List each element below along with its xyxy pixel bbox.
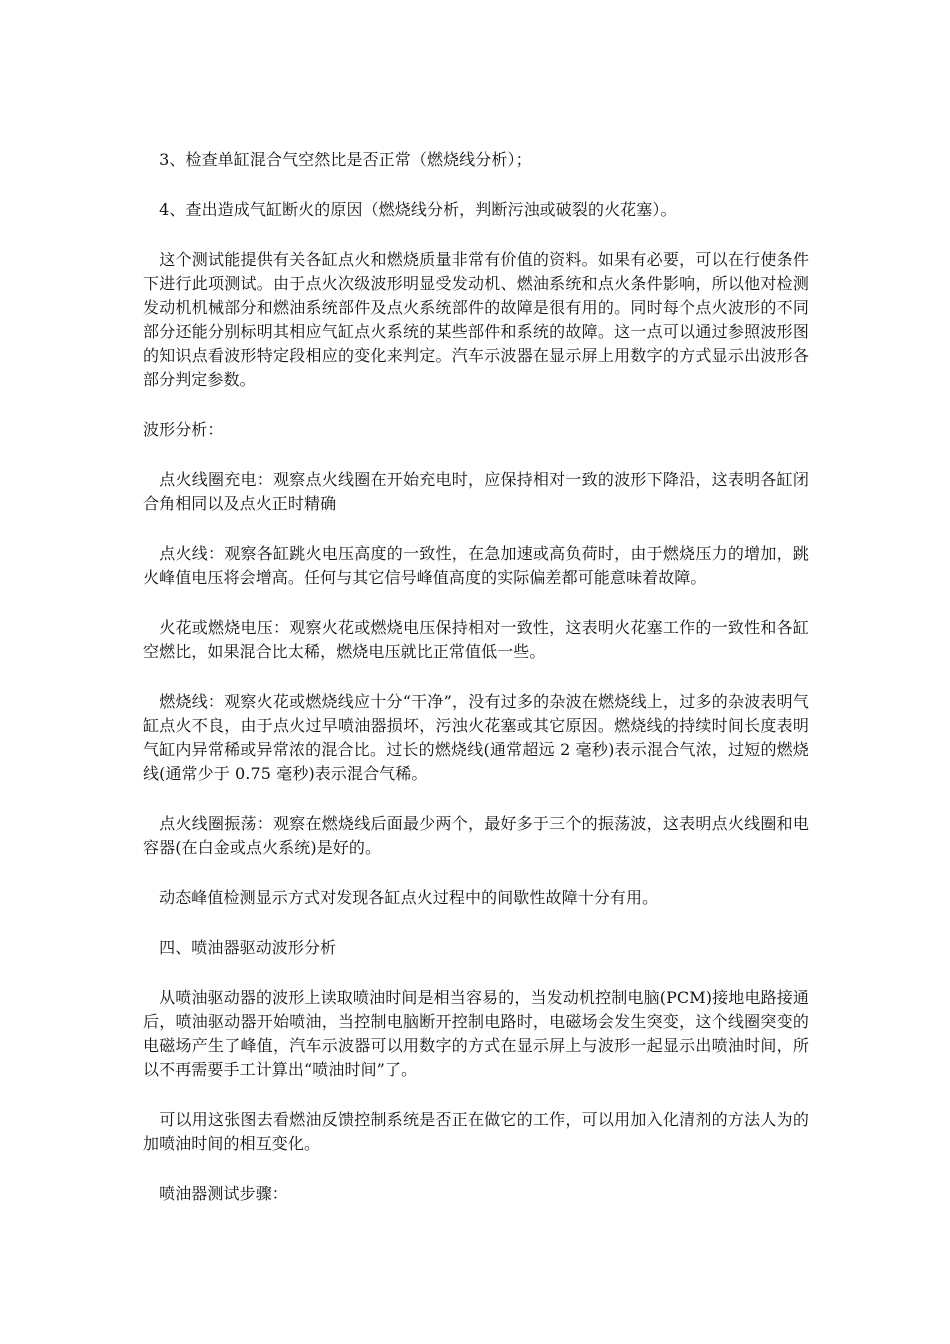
intro-paragraph: 这个测试能提供有关各缸点火和燃烧质量非常有价值的资料。如果有必要，可以在行使条件下进行此项测试。由于点火次级波形明显受发动机、燃油系统和点火条件影响，所以他对检测发动机机械部分和燃油系统部件及点火系统部件的故障是很有用的。同时每个点火波形的不同部分还能分别标明其相应气缸点火系统的某些部件和系统的故障。这一点可以通过参照波形图的知识点看波形特定段相应的变化来判定。汽车示波器在显示屏上用数字的方式显示出波形各部分判定参数。 — [143, 250, 809, 389]
document-body — [143, 148, 809, 1232]
section-heading-waveform-analysis: 波形分析： — [143, 420, 224, 439]
coil-charging-paragraph: 点火线圈充电：观察点火线圈在开始充电时，应保持相对一致的波形下降沿，这表明各缸闭合角相同以及点火正时精确 — [143, 470, 809, 513]
burn-line-paragraph: 燃烧线：观察火花或燃烧线应十分“干净”，没有过多的杂波在燃烧线上，过多的杂波表明气缸点火不良，由于点火过早喷油器损坏，污浊火花塞或其它原因。燃烧线的持续时间长度表明气缸内异常稀或异常浓的混合比。过长的燃烧线(通常超远 2 毫秒)表示混合气浓，过短的燃烧线(通常少于 0.75 毫秒)表示混合气稀。 — [143, 692, 809, 783]
section-heading-injector: 四、喷油器驱动波形分析 — [143, 938, 337, 957]
injector-test-steps-heading: 喷油器测试步骤： — [143, 1184, 288, 1203]
firing-line-paragraph: 点火线：观察各缸跳火电压高度的一致性，在急加速或高负荷时，由于燃烧压力的增加，跳火峰值电压将会增高。任何与其它信号峰值高度的实际偏差都可能意味着故障。 — [143, 544, 809, 587]
fuel-feedback-paragraph: 可以用这张图去看燃油反馈控制系统是否正在做它的工作，可以用加入化清剂的方法人为的加喷油时间的相互变化。 — [143, 1110, 809, 1153]
dynamic-peak-paragraph: 动态峰值检测显示方式对发现各缸点火过程中的间歇性故障十分有用。 — [143, 888, 659, 907]
injector-driver-paragraph: 从喷油驱动器的波形上读取喷油时间是相当容易的，当发动机控制电脑(PCM)接地电路接通后，喷油驱动器开始喷油，当控制电脑断开控制电路时，电磁场会发生突变，这个线圈突变的电磁场产生了峰值，汽车示波器可以用数字的方式在显示屏上与波形一起显示出喷油时间，所以不再需要手工计算出“喷油时间”了。 — [143, 988, 809, 1079]
spark-voltage-paragraph: 火花或燃烧电压：观察火花或燃烧电压保持相对一致性，这表明火花塞工作的一致性和各缸空燃比，如果混合比太稀，燃烧电压就比正常值低一些。 — [143, 618, 809, 661]
list-item-4: 4、查出造成气缸断火的原因（燃烧线分析，判断污浊或破裂的火花塞）。 — [143, 200, 677, 219]
coil-oscillation-paragraph: 点火线圈振荡：观察在燃烧线后面最少两个，最好多于三个的振荡波，这表明点火线圈和电容器(在白金或点火系统)是好的。 — [143, 814, 809, 857]
list-item-3: 3、检查单缸混合气空然比是否正常（燃烧线分析）； — [143, 150, 532, 169]
